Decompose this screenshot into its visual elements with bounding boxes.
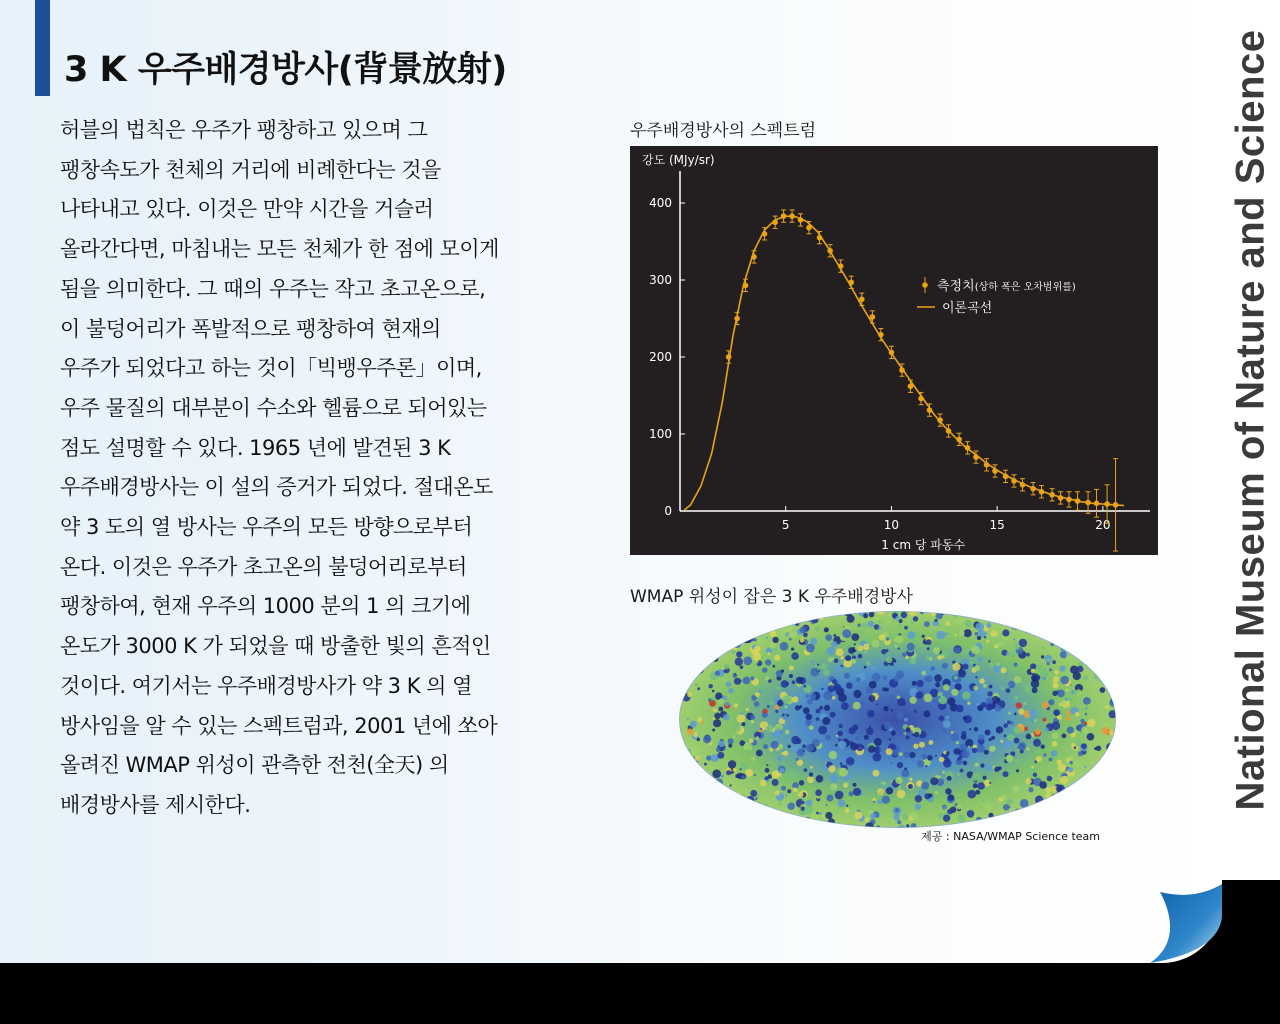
data-point: [946, 428, 952, 434]
data-point: [726, 354, 732, 360]
body-line: 온다. 이것은 우주가 초고온의 불덩어리로부터: [60, 554, 467, 579]
data-point: [798, 217, 804, 223]
data-point: [859, 296, 865, 302]
spectrum-caption: 우주배경방사의 스펙트럼: [630, 121, 817, 141]
y-tick-label: 300: [649, 273, 672, 287]
data-point: [899, 367, 905, 373]
data-point: [1085, 500, 1091, 506]
data-point: [1094, 501, 1100, 507]
wmap-caption: WMAP 위성이 잡은 3 K 우주배경방사: [630, 587, 913, 607]
spectrum-chart: [630, 146, 1158, 555]
y-tick-label: 100: [649, 427, 672, 441]
body-line: 팽창하여, 현재 우주의 1000 분의 1 의 크기에: [60, 594, 471, 619]
legend-label-measured: [937, 278, 1076, 294]
wmap-sky-map-image: [675, 607, 1120, 832]
data-point: [937, 417, 943, 423]
legend-point-marker: [922, 282, 928, 288]
data-point: [762, 231, 768, 237]
data-point: [1049, 492, 1055, 498]
data-point: [751, 254, 757, 260]
legend-name: 측정치: [937, 279, 975, 294]
y-axis-title: 강도 (MJy/sr): [642, 153, 715, 167]
x-axis-title: 1 cm 당 파동수: [881, 538, 966, 552]
data-point: [827, 248, 833, 254]
theory-curve-line: [684, 216, 1124, 510]
body-line: 올려진 WMAP 위성이 관측한 전천(全天) 의: [60, 753, 449, 778]
y-tick-label: 200: [649, 350, 672, 364]
body-line: 점도 설명할 수 있다. 1965 년에 발견된 3 K: [60, 435, 451, 460]
data-point: [965, 445, 971, 451]
data-point: [848, 280, 854, 286]
data-point: [1104, 501, 1110, 507]
body-line: 올라간다면, 마침내는 모든 천체가 한 점에 모이게: [60, 237, 499, 262]
body-line: 약 3 도의 열 방사는 우주의 모든 방향으로부터: [60, 515, 473, 540]
y-tick-label: 400: [649, 196, 672, 210]
y-tick-label: 0: [664, 504, 672, 518]
body-line: 허블의 법칙은 우주가 팽창하고 있으며 그: [60, 118, 428, 142]
data-point: [1039, 489, 1045, 495]
body-line: 이 불덩어리가 폭발적으로 팽창하여 현재의: [60, 316, 441, 341]
data-point: [984, 462, 990, 468]
body-line: 온도가 3000 K 가 되었을 때 방출한 빛의 흔적인: [60, 634, 491, 659]
title-accent-bar: [35, 0, 50, 96]
data-point: [1011, 478, 1017, 484]
data-point: [1075, 498, 1081, 504]
page-curl-decoration: [1150, 884, 1240, 964]
data-point: [1066, 497, 1072, 503]
data-point: [772, 219, 778, 225]
body-line: 우주 물질의 대부분이 수소와 헬륨으로 되어있는: [60, 395, 487, 420]
data-point: [908, 383, 914, 389]
data-point: [1003, 474, 1009, 480]
data-point: [789, 213, 795, 219]
data-point: [889, 350, 895, 356]
data-point: [781, 213, 787, 219]
legend-label-theory: 이론곡선: [942, 301, 993, 316]
data-point: [878, 332, 884, 338]
x-tick-label: 5: [781, 518, 790, 532]
image-credit: 제공 : NASA/WMAP Science team: [921, 830, 1100, 843]
body-line: 팽창속도가 천체의 거리에 비례한다는 것을: [60, 157, 441, 182]
data-point: [734, 316, 740, 322]
body-line: 방사임을 알 수 있는 스펙트럼과, 2001 년에 쏘아: [60, 713, 498, 738]
page-title: 3 K 우주배경방사(背景放射): [64, 50, 507, 90]
data-point: [1030, 486, 1036, 492]
data-point: [1020, 482, 1026, 488]
data-point: [927, 407, 933, 413]
data-point: [992, 468, 998, 474]
data-point: [918, 396, 924, 402]
legend-note: (상하 폭은 오차범위를): [974, 282, 1076, 293]
body-line: 우주배경방사는 이 설의 증거가 되었다. 절대온도: [60, 475, 493, 500]
data-point: [817, 235, 823, 241]
museum-name-vertical: National Museum of Nature and Science: [1228, 29, 1273, 811]
data-point: [870, 314, 876, 320]
x-tick-label: 15: [989, 518, 1005, 532]
data-point: [956, 437, 962, 443]
x-tick-label: 20: [1095, 518, 1111, 532]
body-line: 것이다. 여기서는 우주배경방사가 약 3 K 의 열: [60, 673, 472, 698]
body-line: 우주가 되었다고 하는 것이「빅뱅우주론」이며,: [60, 356, 482, 381]
body-line: 됨을 의미한다. 그 때의 우주는 작고 초고온으로,: [60, 276, 486, 301]
body-text: [60, 111, 600, 826]
body-line: 배경방사를 제시한다.: [60, 792, 251, 817]
data-point: [838, 263, 844, 269]
data-point: [806, 225, 812, 231]
data-point: [1058, 495, 1064, 501]
body-line: 나타내고 있다. 이것은 만약 시간을 거슬러: [60, 197, 434, 222]
data-point: [973, 454, 979, 460]
data-point: [743, 283, 749, 289]
x-tick-label: 10: [883, 518, 900, 532]
data-point: [1113, 502, 1119, 508]
